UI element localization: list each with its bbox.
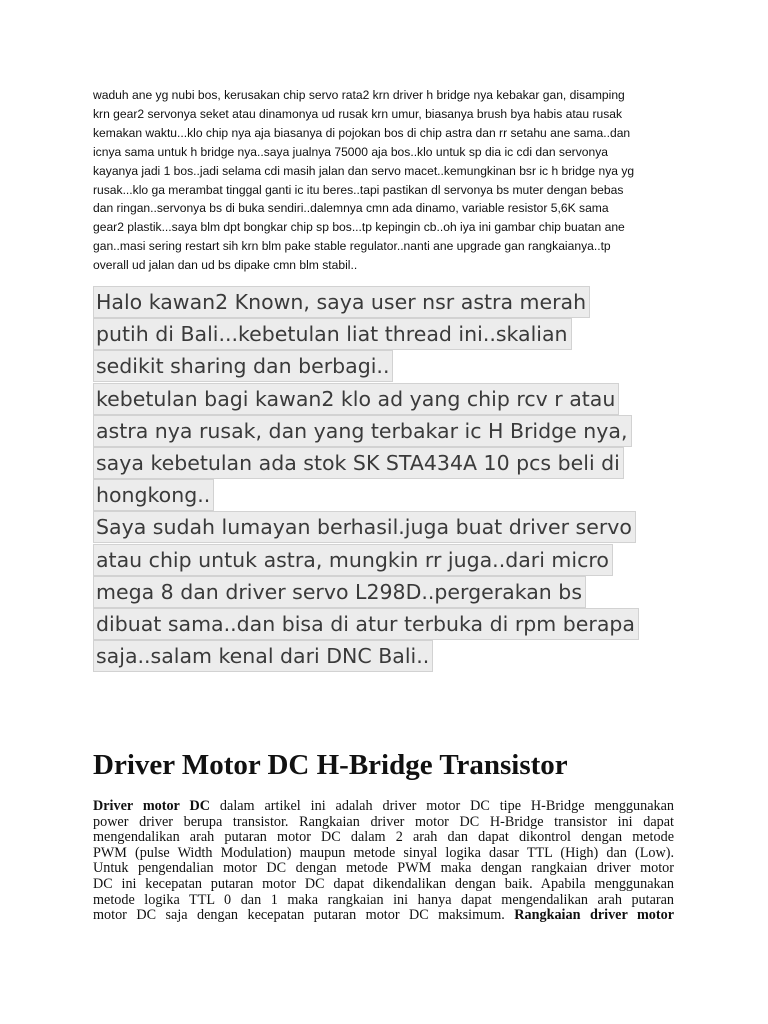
article-line-text: dalam artikel ini adalah driver motor DC tipe H-Bridge menggunakan xyxy=(210,798,674,814)
article-line xyxy=(93,908,674,924)
article-body xyxy=(93,799,674,924)
article-line-text: motor DC saja dengan kecepatan putaran motor DC maksimum. xyxy=(93,907,515,924)
article-line-text: PWM (pulse Width Modulation) maupun metode sinyal logika dasar TTL (High) dan (Low). xyxy=(93,844,674,861)
article-line xyxy=(93,799,674,815)
forum-post-line: rusak...klo ga merambat tinggal ganti ic itu beres..tapi pastikan dl servonya bs muter dengan bebas xyxy=(93,182,624,197)
quoted-reply-line: dibuat sama..dan bisa di atur terbuka di rpm berapa xyxy=(93,608,639,640)
article-lead-bold: Driver motor DC xyxy=(93,798,211,814)
quoted-reply-line: atau chip untuk astra, mungkin rr juga..dari micro xyxy=(93,544,613,576)
forum-post-line: gear2 plastik...saya blm dpt bongkar chip sp bos...tp kepingin cb..oh iya ini gambar chip buatan ane xyxy=(93,220,625,235)
article-line-text: DC ini kecepatan putaran motor DC dapat dikendalikan dengan baik. Apabila menggunakan xyxy=(93,875,674,892)
quoted-reply-line: putih di Bali...kebetulan liat thread ini..skalian xyxy=(93,318,572,350)
article-line xyxy=(93,846,674,862)
forum-post-line: kayanya jadi 1 bos..jadi selama cdi masih jalan dan servo macet..kemungkinan bsr ic h bridge nya yg xyxy=(93,163,635,178)
article-line-text: mengendalikan arah putaran motor DC dalam 2 arah dan dapat dikontrol dengan metode xyxy=(93,829,674,846)
quoted-reply-line: saya kebetulan ada stok SK STA434A 10 pcs beli di xyxy=(93,447,624,479)
quoted-reply xyxy=(93,286,693,672)
quoted-reply-line: hongkong.. xyxy=(93,479,214,511)
forum-post-line: overall ud jalan dan ud bs dipake cmn blm stabil.. xyxy=(93,258,358,273)
forum-post-line: krn gear2 servonya seket atau dinamonya ud rusak krn umur, biasanya brush bya habis atau rusak xyxy=(93,106,623,121)
article-line xyxy=(93,815,674,831)
quoted-reply-line: Saya sudah lumayan berhasil.juga buat driver servo xyxy=(93,511,636,543)
forum-post-line: icnya sama untuk h bridge nya..saya jualnya 75000 aja bos..klo untuk sp dia ic cdi dan servonya xyxy=(93,144,608,159)
article-line-text: metode logika TTL 0 dan 1 maka rangkaian ini hanya dapat mengendalikan arah putaran xyxy=(93,891,674,908)
forum-post-line: dan ringan..servonya bs di buka sendiri..dalemnya cmn ada dinamo, variable resistor 5,6K sama xyxy=(93,201,609,216)
quoted-reply-line: Halo kawan2 Known, saya user nsr astra merah xyxy=(93,286,590,318)
article-title: Driver Motor DC H-Bridge Transistor xyxy=(93,749,568,781)
quoted-reply-line: mega 8 dan driver servo L298D..pergerakan bs xyxy=(93,576,586,608)
forum-post-line: gan..masi sering restart sih krn blm pake stable regulator..nanti ane upgrade gan rangkaianya..tp xyxy=(93,239,611,254)
quoted-reply-line: sedikit sharing dan berbagi.. xyxy=(93,350,393,382)
article-line-text: Untuk pengendalian motor DC dengan metode PWM maka dengan rangkaian driver motor xyxy=(93,860,674,877)
quoted-reply-line: kebetulan bagi kawan2 klo ad yang chip rcv r atau xyxy=(93,383,619,415)
forum-post-text xyxy=(93,86,673,275)
article-line xyxy=(93,861,674,877)
article-line xyxy=(93,830,674,846)
article-line xyxy=(93,893,674,909)
article-trailing-bold: Rangkaian driver motor xyxy=(514,907,674,924)
article-line-text: power driver berupa transistor. Rangkaian driver motor DC H-Bridge transistor ini dapat xyxy=(93,813,674,830)
quoted-reply-line: saja..salam kenal dari DNC Bali.. xyxy=(93,640,433,672)
article-line xyxy=(93,877,674,893)
forum-post-line: kemakan waktu...klo chip nya aja biasanya di pojokan bos di chip astra dan rr setahu ane sama..dan xyxy=(93,125,631,140)
forum-post-line: waduh ane yg nubi bos, kerusakan chip servo rata2 krn driver h bridge nya kebakar gan, disamping xyxy=(93,88,625,102)
quoted-reply-line: astra nya rusak, dan yang terbakar ic H Bridge nya, xyxy=(93,415,632,447)
